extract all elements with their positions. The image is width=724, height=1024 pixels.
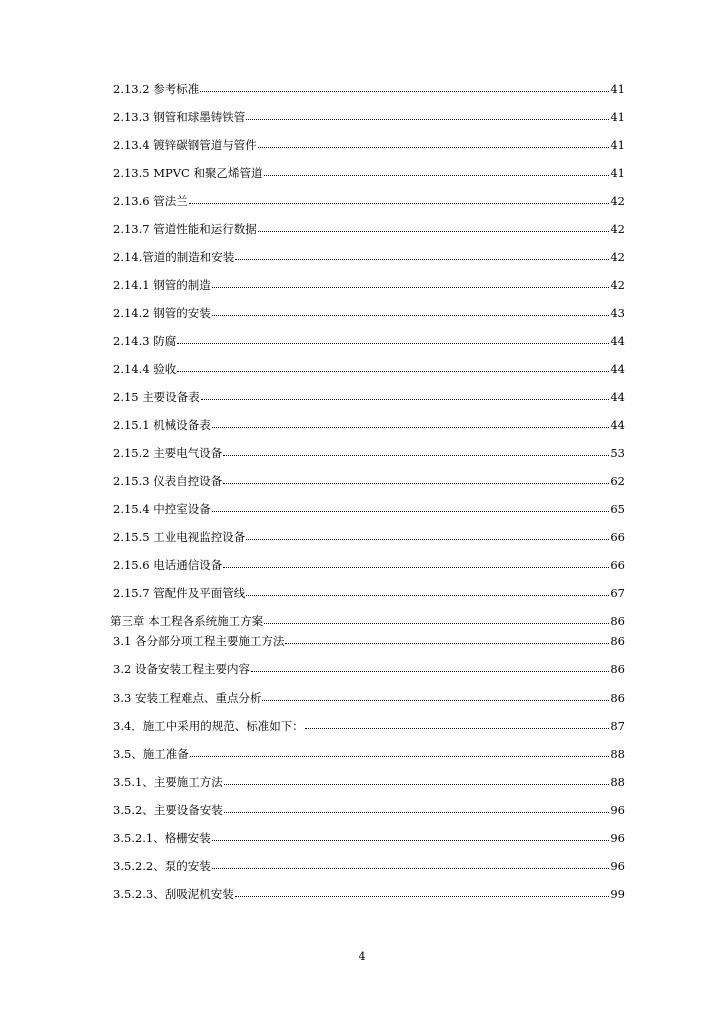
toc-entry[interactable]	[113, 249, 625, 265]
toc-entry-page: 67	[610, 586, 625, 600]
toc-entry-label: 3.5.2.2、泵的安装	[113, 859, 211, 873]
toc-leader	[235, 886, 610, 897]
toc-entry-label: 2.13.5 MPVC 和聚乙烯管道	[113, 166, 263, 180]
toc-entry[interactable]	[110, 613, 625, 629]
toc-leader	[212, 417, 610, 428]
toc-entry[interactable]	[113, 361, 625, 377]
toc-leader	[224, 774, 610, 785]
toc-entry[interactable]	[113, 633, 625, 649]
toc-leader	[262, 690, 609, 701]
toc-entry[interactable]	[113, 830, 625, 846]
toc-entry-page: 42	[610, 250, 625, 264]
toc-entry-page: 44	[610, 334, 625, 348]
toc-entry-label: 2.15.6 电话通信设备	[113, 558, 223, 572]
toc-leader	[190, 746, 610, 757]
toc-entry-label: 2.14.1 钢管的制造	[113, 278, 211, 292]
toc-entry[interactable]	[113, 501, 625, 517]
toc-entry-label: 2.15.3 仪表自控设备	[113, 474, 223, 488]
toc-entry-label: 3.3 安装工程难点、重点分析	[113, 691, 262, 705]
toc-leader	[305, 718, 610, 729]
toc-entry-page: 87	[610, 719, 625, 733]
toc-entry-label: 3.5、施工准备	[113, 747, 189, 761]
toc-entry-label: 3.1 各分部分项工程主要施工方法	[113, 634, 285, 648]
toc-leader	[189, 193, 610, 204]
toc-entry-label: 3.5.1、主要施工方法	[113, 775, 223, 789]
toc-leader	[177, 361, 609, 372]
toc-entry[interactable]	[113, 690, 625, 706]
toc-entry-label: 2.13.7 管道性能和运行数据	[113, 222, 257, 236]
toc-leader	[212, 277, 610, 288]
toc-entry-label: 3.2 设备安装工程主要内容	[113, 662, 250, 676]
toc-entry-label: 2.15.2 主要电气设备	[113, 446, 223, 460]
toc-leader	[223, 557, 609, 568]
toc-entry-page: 62	[610, 474, 625, 488]
toc-leader	[223, 445, 609, 456]
toc-entry[interactable]	[113, 529, 625, 545]
toc-entry-page: 66	[610, 558, 625, 572]
toc-entry-label: 3.5.2.1、格栅安装	[113, 831, 211, 845]
toc-entry-label: 2.13.2 参考标准	[113, 82, 200, 96]
toc-leader	[224, 802, 610, 813]
toc-entry-label: 3.5.2.3、刮吸泥机安装	[113, 887, 234, 901]
toc-entry[interactable]	[113, 886, 625, 902]
toc-entry-page: 41	[610, 138, 625, 152]
toc-entry-label: 2.13.6 管法兰	[113, 194, 188, 208]
toc-entry-label: 2.14.4 验收	[113, 362, 177, 376]
toc-entry-label: 3.5.2、主要设备安装	[113, 803, 223, 817]
toc-entry-label: 2.13.3 钢管和球墨铸铁管	[113, 110, 246, 124]
toc-leader	[246, 585, 609, 596]
toc-leader	[177, 333, 609, 344]
toc-leader	[264, 613, 609, 624]
toc-entry[interactable]	[113, 221, 625, 237]
toc-entry-page: 43	[610, 306, 625, 320]
toc-entry-label: 2.14.2 钢管的安装	[113, 306, 211, 320]
toc-entry-label: 2.15 主要设备表	[113, 390, 200, 404]
toc-entry-label: 2.15.5 工业电视监控设备	[113, 530, 246, 544]
toc-entry[interactable]	[113, 277, 625, 293]
toc-entry-page: 86	[610, 691, 625, 705]
page-number: 4	[358, 950, 366, 963]
toc-entry[interactable]	[113, 718, 625, 734]
toc-entry-page: 86	[610, 662, 625, 676]
toc-entry[interactable]	[113, 193, 625, 209]
toc-entry-page: 88	[610, 747, 625, 761]
toc-leader	[212, 501, 610, 512]
toc-entry[interactable]	[113, 802, 625, 818]
toc-entry[interactable]	[113, 473, 625, 489]
toc-leader	[264, 165, 610, 176]
toc-entry[interactable]	[113, 389, 625, 405]
toc-leader	[246, 109, 609, 120]
toc-entry[interactable]	[113, 557, 625, 573]
toc-entry[interactable]	[113, 81, 625, 97]
toc-entry-page: 44	[610, 390, 625, 404]
toc-entry[interactable]	[113, 445, 625, 461]
toc-entry-page: 53	[610, 446, 625, 460]
toc-entry-label: 第三章 本工程各系统施工方案	[110, 614, 264, 628]
toc-entry[interactable]	[113, 305, 625, 321]
toc-entry-page: 41	[610, 110, 625, 124]
toc-entry-label: 2.15.1 机械设备表	[113, 418, 211, 432]
toc-entry[interactable]	[113, 661, 625, 677]
toc-entry-page: 41	[610, 166, 625, 180]
toc-entry[interactable]	[113, 137, 625, 153]
toc-leader	[212, 830, 610, 841]
toc-entry-page: 65	[610, 502, 625, 516]
toc-leader	[201, 389, 610, 400]
toc-entry-label: 2.15.4 中控室设备	[113, 502, 211, 516]
toc-entry-label: 2.14.3 防腐	[113, 334, 177, 348]
toc-entry-page: 44	[610, 362, 625, 376]
toc-entry-page: 96	[610, 831, 625, 845]
toc-leader	[246, 529, 609, 540]
toc-entry[interactable]	[113, 585, 625, 601]
toc-entry-page: 86	[610, 634, 625, 648]
toc-entry-page: 42	[610, 278, 625, 292]
toc-entry-page: 44	[610, 418, 625, 432]
toc-entry-label: 2.15.7 管配件及平面管线	[113, 586, 246, 600]
toc-entry[interactable]	[113, 858, 625, 874]
toc-entry-page: 86	[610, 614, 625, 628]
toc-entry-page: 66	[610, 530, 625, 544]
toc-entry-page: 88	[610, 775, 625, 789]
toc-entry[interactable]	[113, 109, 625, 125]
toc-leader	[285, 633, 609, 644]
toc-leader	[200, 81, 609, 92]
toc-entry[interactable]	[113, 165, 625, 181]
toc-entry-page: 42	[610, 194, 625, 208]
toc-entry-label: 2.13.4 镀锌碳钢管道与管件	[113, 138, 257, 152]
toc-entry[interactable]	[113, 746, 625, 762]
toc-entry-label: 3.4．施工中采用的规范、标准如下：	[113, 719, 304, 733]
toc-entry-page: 99	[610, 887, 625, 901]
toc-leader	[212, 305, 610, 316]
toc-entry[interactable]	[113, 417, 625, 433]
toc-leader	[258, 221, 610, 232]
toc-leader	[212, 858, 610, 869]
toc-entry[interactable]	[113, 333, 625, 349]
toc-entry-page: 96	[610, 803, 625, 817]
toc-entry-page: 41	[610, 82, 625, 96]
toc-entry[interactable]	[113, 774, 625, 790]
toc-entry-page: 42	[610, 222, 625, 236]
toc-leader	[235, 249, 609, 260]
toc-leader	[251, 661, 609, 672]
toc-leader	[223, 473, 609, 484]
toc-entry-page: 96	[610, 859, 625, 873]
toc-leader	[258, 137, 610, 148]
toc-entry-label: 2.14.管道的制造和安装	[113, 250, 235, 264]
